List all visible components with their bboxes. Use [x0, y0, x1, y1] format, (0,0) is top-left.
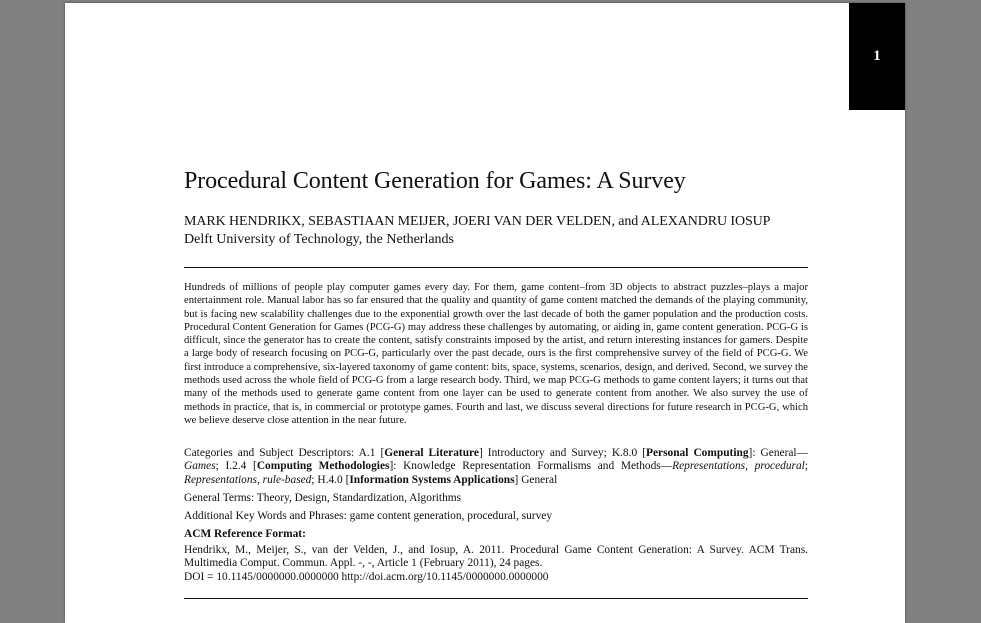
general-terms: General Terms: Theory, Design, Standardization, Algorithms	[184, 492, 462, 504]
paper-authors: MARK HENDRIKX, SEBASTIAAN MEIJER, JOERI VAN DER VELDEN, and ALEXANDRU IOSUP	[184, 214, 771, 229]
pdf-page	[65, 3, 905, 623]
top-rule	[184, 267, 808, 268]
page-number-tab	[849, 3, 905, 110]
paper-affiliation: Delft University of Technology, the Netherlands	[184, 232, 455, 247]
categories-descriptors: Categories and Subject Descriptors: A.1 [General Literature] Introductory and Survey; K.8.0 [Personal Computing]: General—Games; I.2.4 [Computing Methodologies]: Knowledge Representation Formalisms and Methods—Representations, procedural; Representations, rule-based; H.4.0 [Information Systems Applications] General	[184, 447, 808, 486]
abstract: Hundreds of millions of people play computer games every day. For them, game content–from 3D objects to abstract puzzles–plays a major entertainment role. Manual labor has so far ensured that the quality and quantity of game content matched the demands of the playing community, but is facing new scalability challenges due to the exponential growth over the last decade of both the gamer population and the production costs. Procedural Content Generation for Games (PCG-G) may address these challenges by automating, or aiding in, game content generation. PCG-G is difficult, since the generator has to create the content, satisfy constraints imposed by the artist, and return interesting instances for gamers. Despite a large body of research focusing on PCG-G, particularly over the past decade, ours is the first comprehensive survey of the field of PCG-G. We first introduce a comprehensive, six-layered taxonomy of game content: bits, space, systems, scenarios, design, and derived. Second, we survey the methods used across the whole field of PCG-G from a large research body. Third, we map PCG-G methods to game content layers; it turns out that many of the methods used to generate game content from one layer can be used to generate content from another. We also survey the use of methods in practice, that is, in commercial or prototype games. Fourth and last, we discuss several directions for future research in PCG-G, which we believe deserve close attention in the near future.	[184, 282, 808, 426]
doi: DOI = 10.1145/0000000.0000000 http://doi.acm.org/10.1145/0000000.0000000	[184, 571, 549, 583]
paper-title: Procedural Content Generation for Games: A Survey	[184, 168, 686, 194]
acm-reference: Hendrikx, M., Meijer, S., van der Velden, J., and Iosup, A. 2011. Procedural Game Content Generation: A Survey. ACM Trans. Multimedia Comput. Commun. Appl. -, -, Article 1 (February 2011), 24 pages.	[184, 544, 808, 570]
keywords: Additional Key Words and Phrases: game content generation, procedural, survey	[184, 510, 553, 522]
page-number: 1	[873, 48, 881, 64]
acm-reference-heading: ACM Reference Format:	[184, 528, 306, 540]
bottom-rule	[184, 598, 808, 599]
